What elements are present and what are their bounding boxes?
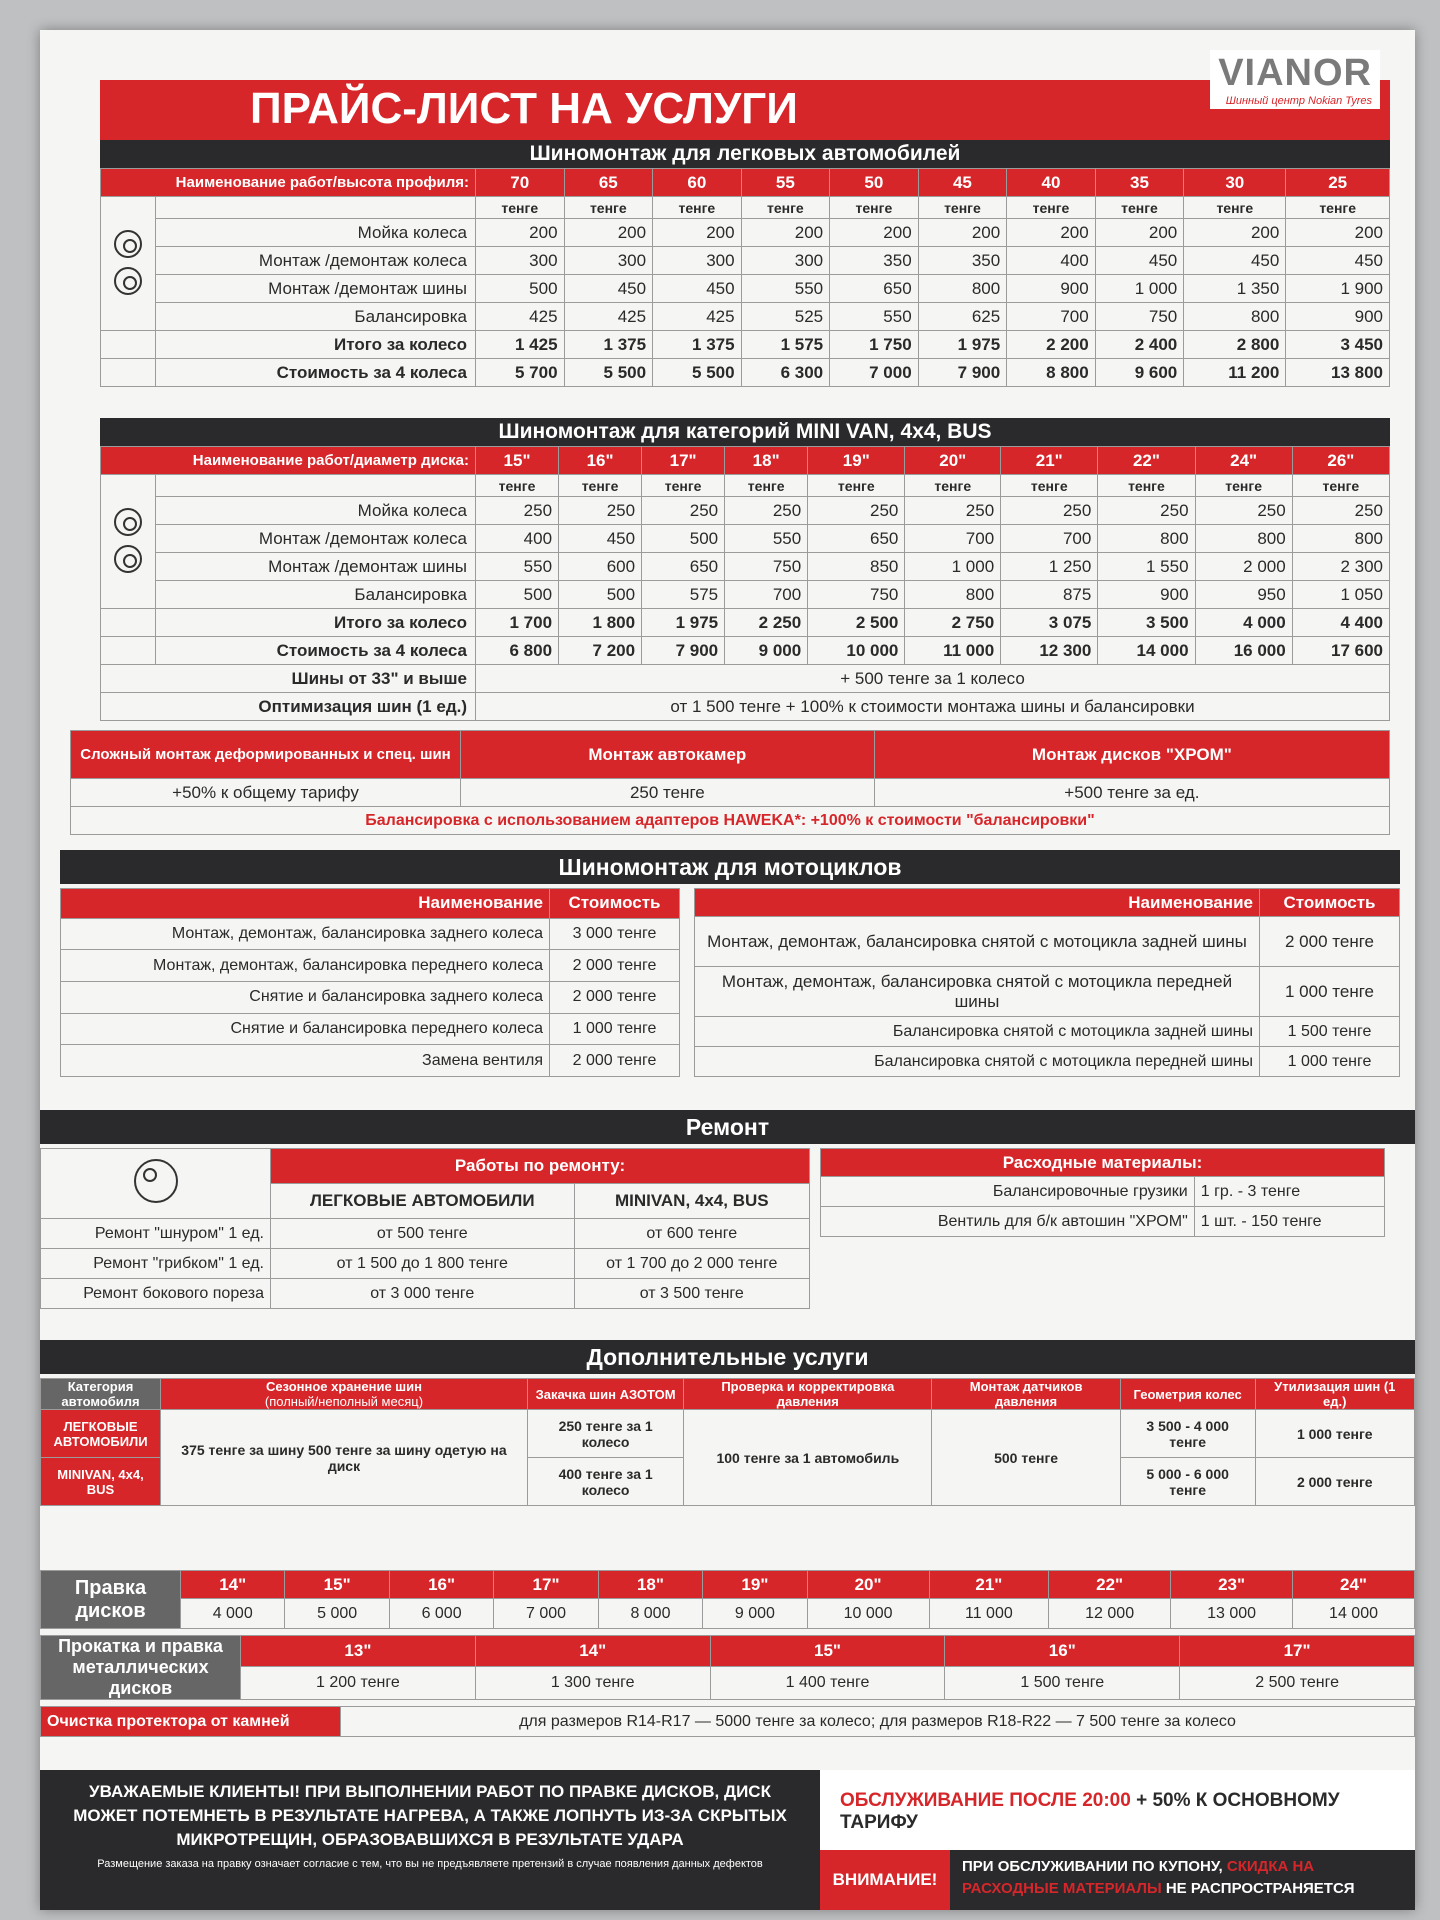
tires-33-row: Шины от 33" и выше + 500 тенге за 1 колесо [101, 665, 1390, 693]
page-title: ПРАЙС-ЛИСТ НА УСЛУГИ [250, 84, 798, 133]
straightening-table: Правка дисков 14" 15" 16" 17" 18" 19" 20" 21" 22" 23" 24" 4 000 5 000 6 000 7 000 8 000 9 000 10 000 11 000 12 000 13 000 14 000 [40, 1570, 1415, 1629]
straightening-section [40, 1570, 1415, 1737]
haweka-note: Балансировка с использованием адаптеров HAWEKA*: +100% к стоимости "балансировки" [71, 807, 1390, 835]
suv-wheel-icons [101, 475, 156, 609]
cars-row: Балансировка 425 425 425 525 550 625 700 750 800 900 [101, 303, 1390, 331]
cars-col-label: Наименование работ/высота профиля: [101, 169, 476, 197]
header [100, 50, 1390, 140]
suv-row: Мойка колеса 250 250 250 250 250 250 250 250 250 250 [101, 497, 1390, 525]
cars-row-total4: Стоимость за 4 колеса 5 700 5 500 5 500 6 300 7 000 7 900 8 800 9 600 11 200 13 800 [101, 359, 1390, 387]
repair-table: Работы по ремонту: ЛЕГКОВЫЕ АВТОМОБИЛИ MINIVAN, 4х4, BUS Ремонт "шнуром" 1 ед. от 500 тенге от 600 тенге Ремонт "грибком" 1 ед. от 1 500 до 1 800 тенге от 1 700 до 2 000 тенге Ремонт бокового пореза от 3 000 тенге от 3 500 тенге [40, 1148, 810, 1309]
suv-row-total: Итого за колесо 1 700 1 800 1 975 2 250 2 500 2 750 3 075 3 500 4 000 4 400 [101, 609, 1390, 637]
footer: УВАЖАЕМЫЕ КЛИЕНТЫ! ПРИ ВЫПОЛНЕНИИ РАБОТ ПО ПРАВКЕ ДИСКОВ, ДИСК МОЖЕТ ПОТЕМНЕТЬ В РЕЗУЛЬТАТЕ НАГРЕВА, А ТАКЖЕ ЛОПНУТЬ ИЗ-ЗА СКРЫТЫХ МИКРОТРЕЩИН, ОБРАЗОВАВШИХСЯ В РЕЗУЛЬТАТЕ УДАРА Размещение заказа на правку означает согласие с тем, что вы не предъявляете претензий в случае появления данных дефектов ОБСЛУЖИВАНИЕ ПОСЛЕ 20:00 + 50% К ОСНОВНОМУ ТАРИФУ ВНИМАНИЕ! ПРИ ОБСЛУЖИВАНИИ ПО КУПОНУ, СКИДКА НА РАСХОДНЫЕ МАТЕРИАЛЫ НЕ РАСПРОСТРАНЯЕТСЯ [40, 1770, 1415, 1910]
moto-left-table: Наименование Стоимость Монтаж, демонтаж, балансировка заднего колеса 3 000 тенге Монтаж, демонтаж, балансировка переднего колеса 2 000 тенге Снятие и балансировка заднего колеса 2 000 тенге Снятие и балансировка переднего колеса 1 000 тенге Замена вентиля 2 000 тенге [60, 888, 680, 1077]
materials-table: Расходные материалы: Балансировочные грузики 1 гр. - 3 тенге Вентиль для б/к автошин "ХРОМ" 1 шт. - 150 тенге [820, 1148, 1385, 1237]
rolling-table: Прокатка и правка металлических дисков 13" 14" 15" 16" 17" 1 200 тенге 1 300 тенге 1 400 тенге 1 500 тенге 2 500 тенге [40, 1635, 1415, 1700]
wheel-icon [114, 267, 142, 295]
cars-row: Монтаж /демонтаж шины 500 450 450 550 650 800 900 1 000 1 350 1 900 [101, 275, 1390, 303]
cars-row: Монтаж /демонтаж колеса 300 300 300 300 350 350 400 450 450 450 [101, 247, 1390, 275]
cars-table: Наименование работ/высота профиля: 70 65 60 55 50 45 40 35 30 25 тенге тенге тенге тенге тенге тенге тенге тенге тенге тенге Мойка колеса 200 200 200 200 200 200 200 200 200 200 Монтаж /демонтаж колеса 300 300 300 300 350 350 400 450 450 450 Монтаж /демонтаж шины 500 450 450 550 650 800 900 1 000 1 350 1 900 Балансировка 425 425 425 525 550 625 700 750 800 900 Итого за колесо 1 425 1 375 1 375 1 575 1 750 1 975 2 200 2 400 2 800 3 450 Стоимость за 4 колеса 5 700 5 500 5 500 6 300 7 000 7 900 8 800 9 600 11 200 13 800 [100, 168, 1390, 387]
cars-heading: Шиномонтаж для легковых автомобилей [100, 140, 1390, 168]
wheel-icon [114, 230, 142, 258]
extra-heading: Дополнительные услуги [40, 1340, 1415, 1374]
suv-table: Наименование работ/диаметр диска: 15" 16" 17" 18" 19" 20" 21" 22" 24" 26" тенге тенге тенге тенге тенге тенге тенге тенге тенге тенге Мойка колеса 250 250 250 250 250 250 250 250 250 250 Монтаж /демонтаж колеса 400 450 500 550 650 700 700 800 800 800 Монтаж /демонтаж шины 550 600 650 750 850 1 000 1 250 1 550 2 000 2 300 Балансировка 500 500 575 700 750 800 875 900 950 1 050 Итого за колесо 1 700 1 800 1 975 2 250 2 500 2 750 3 075 3 500 4 000 4 400 Стоимость за 4 колеса 6 800 7 200 7 900 9 000 10 000 11 000 12 300 14 000 16 000 17 600 Шины от 33" и выше + 500 тенге за 1 колесо Оптимизация шин (1 ед.) от 1 500 тенге + 100% к стоимости монтажа шины и балансировки [100, 446, 1390, 721]
special-section [70, 730, 1390, 835]
brand-logo: VIANOR Шинный центр Nokian Tyres [1210, 50, 1380, 109]
special-table: Сложный монтаж деформированных и спец. шин Монтаж автокамер Монтаж дисков "ХРОМ" +50% к общему тарифу 250 тенге +500 тенге за ед. Балансировка с использованием адаптеров HAWEKA*: +100% к стоимости "балансировки" [70, 730, 1390, 835]
wheel-icon [114, 508, 142, 536]
optimization-row: Оптимизация шин (1 ед.) от 1 500 тенге + 100% к стоимости монтажа шины и балансировки [101, 693, 1390, 721]
suv-row: Балансировка 500 500 575 700 750 800 875 900 950 1 050 [101, 581, 1390, 609]
moto-section [60, 850, 1400, 1077]
suv-section [100, 418, 1390, 721]
suv-row: Монтаж /демонтаж шины 550 600 650 750 850 1 000 1 250 1 550 2 000 2 300 [101, 553, 1390, 581]
tire-icon-cell [41, 1149, 271, 1219]
suv-row-total4: Стоимость за 4 колеса 6 800 7 200 7 900 9 000 10 000 11 000 12 300 14 000 16 000 17 600 [101, 637, 1390, 665]
suv-heading: Шиномонтаж для категорий MINI VAN, 4х4, BUS [100, 418, 1390, 446]
cars-row: Мойка колеса 200 200 200 200 200 200 200 200 200 200 [101, 219, 1390, 247]
notice: УВАЖАЕМЫЕ КЛИЕНТЫ! ПРИ ВЫПОЛНЕНИИ РАБОТ ПО ПРАВКЕ ДИСКОВ, ДИСК МОЖЕТ ПОТЕМНЕТЬ В РЕЗУЛЬТАТЕ НАГРЕВА, А ТАКЖЕ ЛОПНУТЬ ИЗ-ЗА СКРЫТЫХ МИКРОТРЕЩИН, ОБРАЗОВАВШИХСЯ В РЕЗУЛЬТАТЕ УДАРА Размещение заказа на правку означает согласие с тем, что вы не предъявляете претензий в случае появления данных дефектов [40, 1770, 820, 1910]
extra-table: Категория автомобиля Сезонное хранение шин (полный/неполный месяц) Закачка шин АЗОТОМ Проверка и корректировка давления Монтаж датчиков давления Геометрия колес Утилизация шин (1 ед.) ЛЕГКОВЫЕ АВТОМОБИЛИ 375 тенге за шину 500 тенге за шину одетую на диск 250 тенге за 1 колесо 100 тенге за 1 автомобиль 500 тенге 3 500 - 4 000 тенге 1 000 тенге MINIVAN, 4х4, BUS 400 тенге за 1 колесо 5 000 - 6 000 тенге 2 000 тенге [40, 1378, 1415, 1506]
wheel-icon [114, 545, 142, 573]
cars-section [100, 140, 1390, 387]
cars-row-total: Итого за колесо 1 425 1 375 1 375 1 575 1 750 1 975 2 200 2 400 2 800 3 450 [101, 331, 1390, 359]
price-list-sheet [40, 30, 1415, 1910]
repair-heading: Ремонт [40, 1110, 1415, 1144]
moto-heading: Шиномонтаж для мотоциклов [60, 850, 1400, 884]
title-banner [100, 80, 1390, 140]
extra-section [40, 1340, 1415, 1506]
wheel-icons [101, 197, 156, 331]
moto-right-table: Наименование Стоимость Монтаж, демонтаж, балансировка снятой с мотоцикла задней шины 2 000 тенге Монтаж, демонтаж, балансировка снятой с мотоцикла передней шины 1 000 тенге Балансировка снятой с мотоцикла задней шины 1 500 тенге Балансировка снятой с мотоцикла передней шины 1 000 тенге [694, 888, 1400, 1077]
tire-icon [134, 1159, 178, 1203]
repair-section [40, 1110, 1415, 1309]
suv-row: Монтаж /демонтаж колеса 400 450 500 550 650 700 700 800 800 800 [101, 525, 1390, 553]
stones-table: Очистка протектора от камней для размеров R14-R17 — 5000 тенге за колесо; для размеров R18-R22 — 7 500 тенге за колесо [40, 1706, 1415, 1737]
